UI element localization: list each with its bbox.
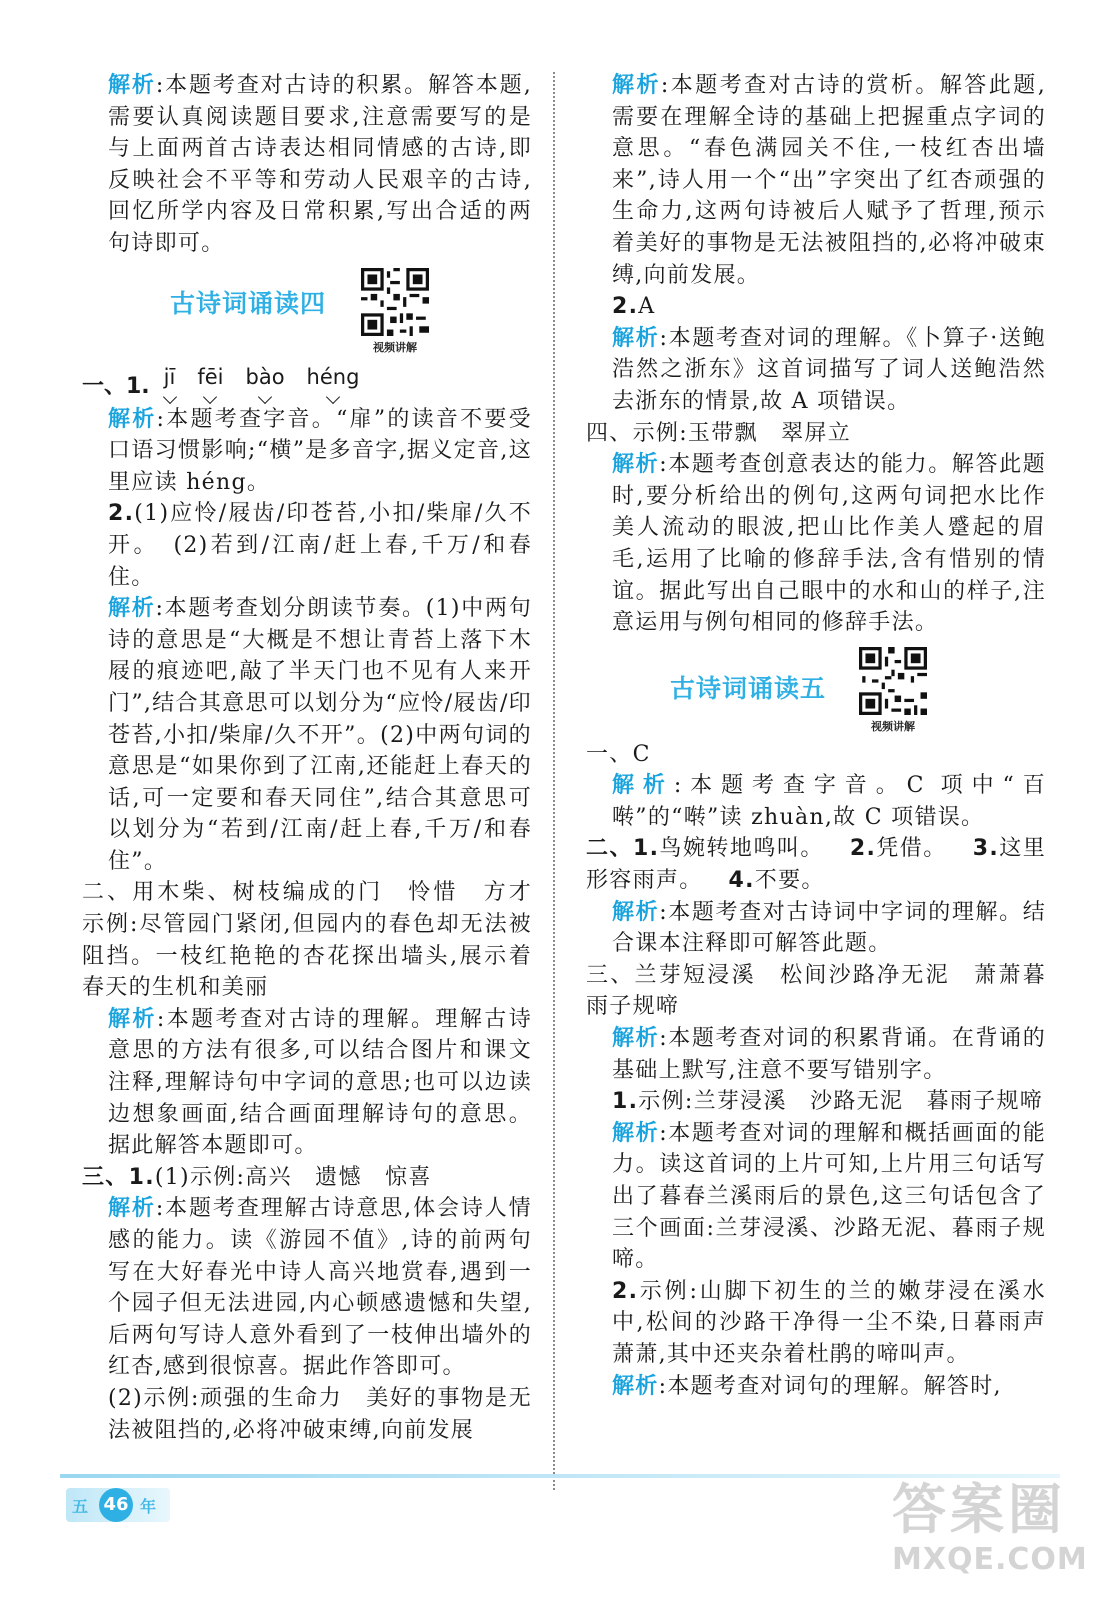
pinyin-row: 一、1. jī fēi bào héng	[82, 360, 532, 404]
page-number: 46	[99, 1488, 133, 1522]
column-divider	[553, 72, 555, 1490]
qr-caption: 视频讲解	[871, 719, 915, 733]
paragraph: 解析:本题考查字音。“扉”的读音不要受口语习惯影响;“横”是多音字,据义定音,这里应读 héng。	[108, 406, 532, 495]
answer: 三、1.(1)示例:高兴 遗憾 惊喜	[82, 1164, 432, 1190]
answer: 2.(1)应怜/屐齿/印苍苔,小扣/柴扉/久不开。 (2)若到/江南/赶上春,千万/和春住。	[108, 501, 532, 590]
answer-tick-icon	[246, 394, 285, 404]
paragraph: 解析:本题考查对词句的理解。解答时,	[612, 1373, 1002, 1399]
paragraph: 解析:本题考查创意表达的能力。解答此题时,要分析给出的例句,这两句词把水比作美人流动的眼波,把山比作美人蹙起的眉毛,运用了比喻的修辞手法,含有惜别的情谊。据此写出自己眼中的水和山的样子,注意运用与例句相同的修辞手法。	[612, 452, 1047, 636]
jiexi-label: 解析	[108, 73, 156, 98]
paragraph: 解析:本题考查字音。C 项中“百啭”的“啭”读 zhuàn,故 C 项错误。	[612, 773, 1046, 830]
answer: 2.示例:山脚下初生的兰的嫩芽浸在溪水中,松间的沙路干净得一尘不染,日暮雨声萧萧,其中还夹杂着杜鹃的啼叫声。	[612, 1278, 1046, 1367]
page-number-badge	[66, 1488, 170, 1522]
section-title: 古诗词诵读四	[170, 288, 327, 318]
right-column	[586, 70, 1046, 1402]
pinyin-item: jī	[164, 360, 176, 404]
answer: 2.A	[612, 294, 656, 320]
paragraph: 解析:本题考查对古诗的积累。解答本题,需要认真阅读题目要求,注意需要写的是与上面两首古诗表达相同情感的古诗,即反映社会不平等和劳动人民艰辛的古诗,回忆所学内容及日常积累,写出合适的两句诗即可。	[108, 73, 532, 256]
answer: 二、用木柴、树枝编成的门 怜惜 方才 示例:尽管园门紧闭,但园内的春色却无法被阻挡。一枝红艳艳的杏花探出墙头,展示着春天的生机和美丽	[82, 880, 556, 1001]
qr-code-icon	[859, 647, 927, 715]
paragraph: 解析:本题考查划分朗读节奏。(1)中两句诗的意思是“大概是不想让青苔上落下木屐的痕迹吧,敲了半天门也不见有人来开门”,结合其意思可以划分为“应怜/屐齿/印苍苔,小扣/柴扉/久不开”。(2)中两句词的意思是“如果你到了江南,还能赶上春天的话,可一定要和春天同住”,结合其意思可以划分为“若到/江南/赶上春,千万/和春住”。	[108, 596, 532, 874]
grade-mark: 年	[140, 1497, 157, 1516]
paragraph: 解析:本题考查对古诗词中字词的理解。结合课本注释即可解答此题。	[612, 899, 1047, 957]
paragraph: 解析:本题考查对词的积累背诵。在背诵的基础上默写,注意不要写错别字。	[612, 1026, 1047, 1083]
section-title: 古诗词诵读五	[670, 673, 827, 703]
answer: 四、示例:玉带飘 翠屏立	[586, 420, 852, 446]
answer-tick-icon	[164, 394, 176, 404]
section-header-4	[82, 268, 532, 354]
answer-tick-icon	[307, 394, 360, 404]
qr-code[interactable]	[856, 647, 930, 734]
pinyin-item: héng	[307, 360, 360, 404]
pinyin-item: bào	[246, 360, 285, 404]
paragraph: 解析:本题考查对词的理解。《卜算子·送鲍浩然之浙东》这首词描写了词人送鲍浩然去浙东的情景,故 A 项错误。	[612, 325, 1046, 414]
answer: 三、兰芽短浸溪 松间沙路净无泥 萧萧暮雨子规啼	[586, 962, 1046, 1020]
answer: 1.示例:兰芽浸溪 沙路无泥 暮雨子规啼	[612, 1089, 1044, 1115]
paragraph: 解析:本题考查对古诗的赏析。解答此题,需要在理解全诗的基础上把握重点字词的意思。“春色满园关不住,一枝红杏出墙来”,诗人用一个“出”字突出了红杏顽强的生命力,这两句诗被后人赋予了哲理,预示着美好的事物是无法被阻挡的,必将冲破束缚,向前发展。	[612, 73, 1046, 288]
qr-code-icon	[361, 268, 429, 336]
grade-mark: 五	[72, 1497, 89, 1516]
watermark-url: MXQE.COM	[892, 1542, 1088, 1577]
paragraph: 解析:本题考查对古诗的理解。理解古诗意思的方法有很多,可以结合图片和课文注释,理解诗句中字词的意思;也可以边读边想象画面,结合画面理解诗句的意思。据此解答本题即可。	[108, 1006, 532, 1159]
section-header-5	[586, 647, 1046, 733]
answer: (2)示例:顽强的生命力 美好的事物是无法被阻挡的,必将冲破束缚,向前发展	[108, 1385, 532, 1443]
watermark	[892, 1480, 1088, 1580]
watermark-logo: 答案圈	[892, 1478, 1066, 1541]
answer-tick-icon	[197, 394, 223, 404]
answer: 一、C	[586, 741, 651, 767]
paragraph: 解析:本题考查对词的理解和概括画面的能力。读这首词的上片可知,上片用三句话写出了暮春兰溪雨后的景色,这三句话包含了三个画面:兰芽浸溪、沙路无泥、暮雨子规啼。	[612, 1120, 1047, 1273]
left-column	[82, 70, 556, 1446]
qr-code[interactable]	[358, 268, 432, 355]
paragraph: 解析:本题考查理解古诗意思,体会诗人情感的能力。读《游园不值》,诗的前两句写在大好春光中诗人高兴地赏春,遇到一个园子但无法进园,内心顿感遗憾和失望,后两句写诗人意外看到了一枝伸出墙外的红杏,感到很惊喜。据此作答即可。	[108, 1196, 532, 1380]
answer: 二、1.鸟婉转地鸣叫。 2.凭借。 3.这里形容雨声。 4.不要。	[586, 836, 1047, 894]
pinyin-item: fēi	[197, 360, 223, 404]
qr-caption: 视频讲解	[373, 340, 417, 354]
